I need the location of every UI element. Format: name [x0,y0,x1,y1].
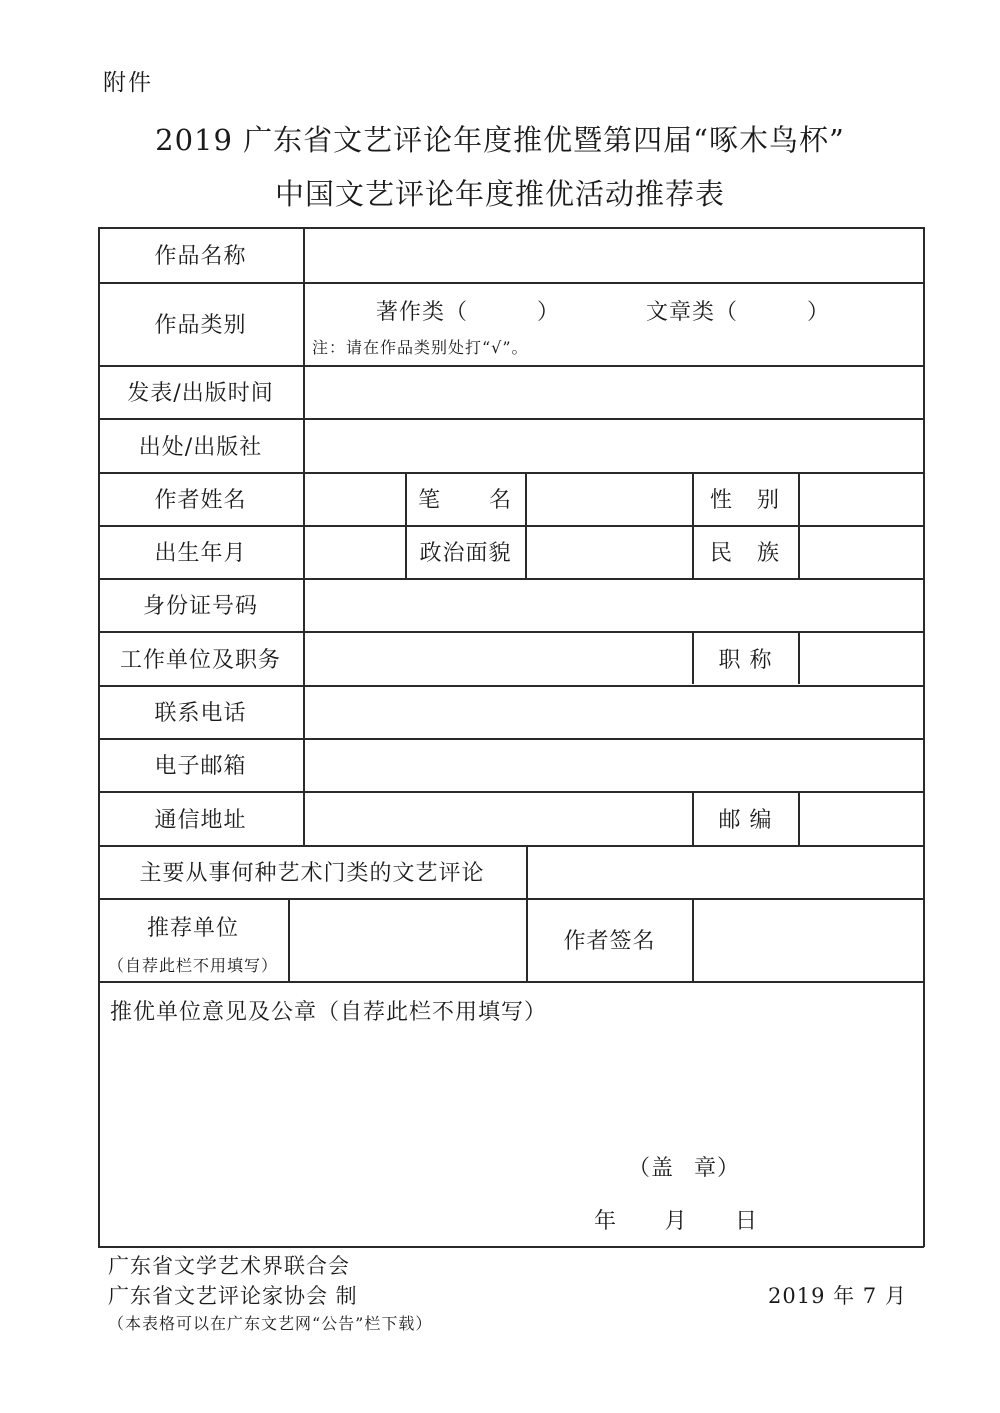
row-divider [98,981,924,983]
label-work-unit: 工作单位及职务 [119,647,281,673]
field-pen-name[interactable] [526,472,692,525]
seal-open: （盖 [628,1155,675,1181]
field-main-field[interactable] [527,845,923,898]
date-day: 日 [734,1208,758,1234]
page-title-line1: 2019 广东省文艺评论年度推优暨第四届“啄木鸟杯” [155,123,845,157]
label-pen-name [418,472,512,525]
field-work-unit[interactable] [304,631,692,685]
field-job-title[interactable] [799,631,923,685]
label-ethnicity [710,525,780,578]
form-border-right [923,227,925,1247]
field-publisher[interactable] [304,418,923,472]
label-author-signature: 作者签名 [563,929,656,954]
label-postcode: 邮 编 [718,807,773,833]
category-note: 注：请在作品类别处打“√”。 [312,337,529,357]
attachment-label: 附件 [103,70,153,96]
label-publisher: 出处/出版社 [138,434,263,460]
label-pen-name-char1: 笔 [418,488,442,513]
col-divider [692,472,694,578]
field-recommender[interactable] [289,898,526,981]
label-author-name: 作者姓名 [154,488,247,513]
label-email: 电子邮箱 [154,754,247,779]
field-work-name[interactable] [304,227,923,282]
label-address: 通信地址 [154,807,247,833]
form-border-bottom [98,1246,924,1248]
footer-note: （本表格可以在广东文艺网“公告”栏下载） [108,1314,433,1333]
field-author-name[interactable] [304,472,405,525]
seal-close: 章） [693,1155,740,1181]
recommendation-form [98,227,924,1247]
field-ethnicity[interactable] [799,525,923,578]
field-political-status[interactable] [526,525,692,578]
footer-org2: 广东省文艺评论家协会 制 [108,1284,358,1308]
label-gender [710,472,780,525]
field-gender[interactable] [799,472,923,525]
label-id-number: 身份证号码 [142,594,258,619]
option-book-category[interactable]: 著作类（ ） [375,299,560,325]
footer-date: 2019 年 7 月 [768,1284,907,1308]
field-id-number[interactable] [304,578,923,631]
label-job-title: 职 称 [718,647,773,673]
label-work-name: 作品名称 [154,244,247,269]
field-birth-date[interactable] [304,525,405,578]
field-publish-time[interactable] [304,365,923,418]
label-ethnicity-char1: 民 [710,541,734,566]
field-author-signature[interactable] [693,898,923,981]
label-birth-date: 出生年月 [154,541,247,566]
label-phone: 联系电话 [154,701,247,726]
label-gender-char1: 性 [710,488,734,513]
label-pen-name-char2: 名 [488,488,512,513]
page-title-line2: 中国文艺评论年度推优活动推荐表 [274,177,725,211]
label-publish-time: 发表/出版时间 [127,381,274,406]
seal-placeholder [628,1149,740,1183]
field-postcode[interactable] [799,791,923,845]
footer-org1: 广东省文学艺术界联合会 [108,1254,350,1278]
field-email[interactable] [304,738,923,791]
label-recommender: 推荐单位 [146,915,239,941]
field-opinion[interactable] [100,1032,922,1242]
field-phone[interactable] [304,685,923,738]
label-opinion: 推优单位意见及公章（自荐此栏不用填写） [110,999,548,1025]
label-political-status: 政治面貌 [419,541,512,566]
label-gender-char2: 别 [756,488,780,513]
option-article-category[interactable]: 文章类（ ） [645,299,830,325]
label-ethnicity-char2: 族 [756,541,780,566]
field-address[interactable] [304,791,692,845]
date-line [594,1202,758,1236]
date-month: 月 [664,1208,688,1234]
label-work-category: 作品类别 [154,313,247,338]
date-year: 年 [594,1208,618,1234]
label-main-field: 主要从事何种艺术门类的文艺评论 [139,861,485,886]
recommender-note: （自荐此栏不用填写） [107,955,278,975]
